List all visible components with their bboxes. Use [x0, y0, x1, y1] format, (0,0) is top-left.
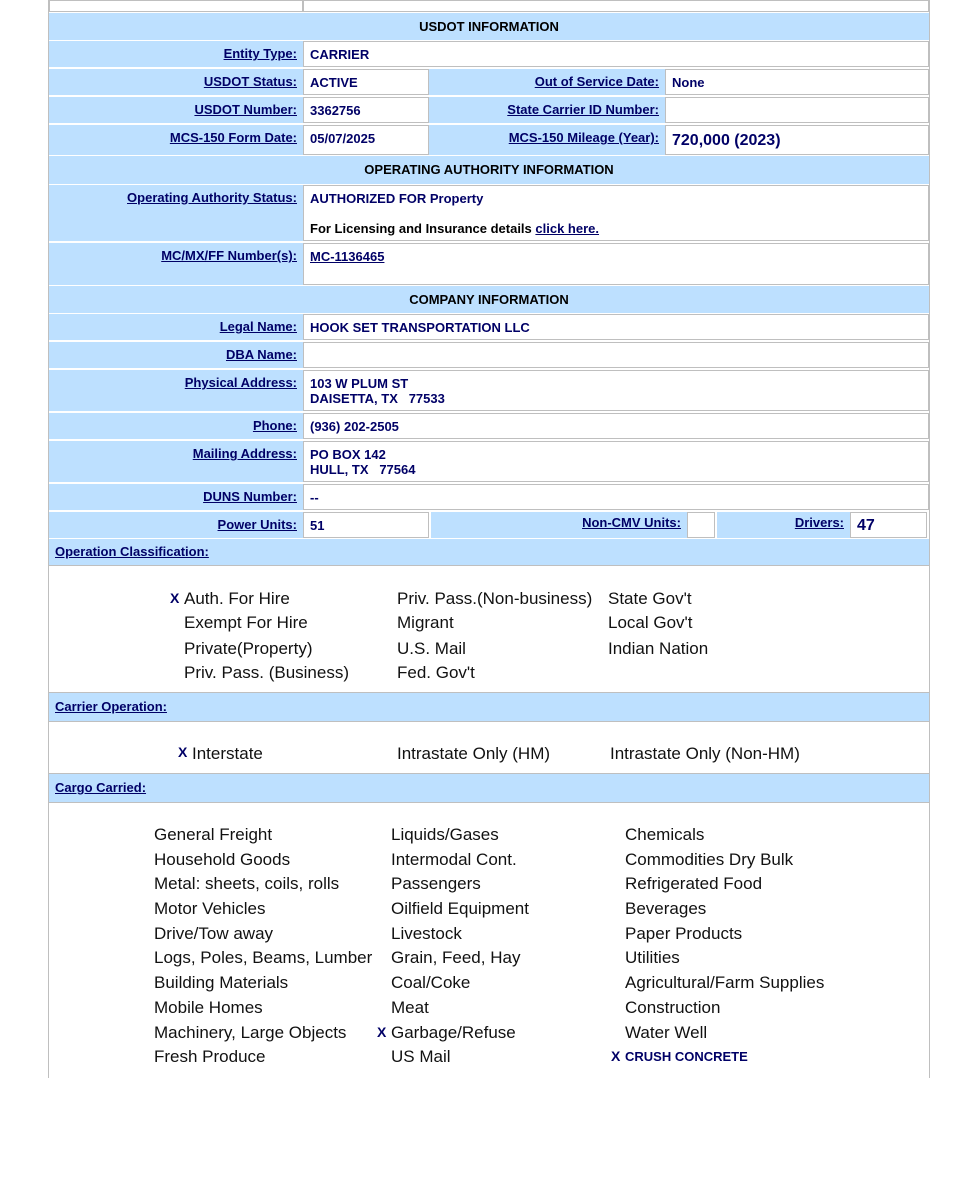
usdot-status-label: [49, 69, 303, 95]
garbage-refuse-mark: X: [377, 1024, 387, 1040]
cargo-passengers: Passengers: [391, 874, 481, 893]
cargo-coal-coke: Coal/Coke: [391, 973, 471, 992]
duns-label: [49, 484, 303, 510]
crush-concrete-mark: X: [611, 1048, 621, 1064]
oos-date-value: None: [665, 69, 929, 95]
power-units-value: 51: [303, 512, 429, 538]
carrier-op-intrastate-nonhm: Intrastate Only (Non-HM): [610, 744, 800, 763]
usdot-status-value: ACTIVE: [303, 69, 429, 95]
phone-row: [49, 412, 929, 440]
cargo-household-goods: Household Goods: [154, 850, 291, 869]
legal-name-link[interactable]: Legal Name:: [219, 319, 297, 334]
mcs150-date-label: [49, 125, 303, 155]
carrier-op-intrastate-hm: Intrastate Only (HM): [397, 744, 551, 763]
carrier-operation-link[interactable]: Carrier Operation:: [55, 699, 167, 714]
mcs150-date-value: 05/07/2025: [303, 125, 429, 155]
mcs150-row: [49, 124, 929, 156]
authority-status-text: AUTHORIZED FOR Property: [310, 191, 484, 206]
cargo-utilities: Utilities: [625, 948, 680, 967]
mcs150-mileage-label: [429, 125, 665, 155]
phone-link[interactable]: Phone:: [252, 418, 297, 433]
physical-address-value: [303, 370, 929, 411]
cargo-fresh-produce: Fresh Produce: [154, 1047, 266, 1066]
drivers-link[interactable]: Drivers:: [794, 515, 844, 530]
op-priv-pass-business: Priv. Pass. (Business): [184, 663, 350, 682]
cargo-machinery: Machinery, Large Objects: [154, 1023, 347, 1042]
mcs150-mileage-link[interactable]: MCS-150 Mileage (Year):: [508, 130, 659, 145]
legal-name-value: HOOK SET TRANSPORTATION LLC: [303, 314, 929, 340]
mc-number-label: [49, 243, 303, 285]
cargo-grain-feed-hay: Grain, Feed, Hay: [391, 948, 521, 967]
dba-name-value: [303, 342, 929, 368]
usdot-number-link[interactable]: USDOT Number:: [194, 102, 297, 117]
op-private-property: Private(Property): [184, 639, 313, 658]
cargo-water-well: Water Well: [625, 1023, 708, 1042]
authority-status-label: [49, 185, 303, 241]
cargo-building-materials: Building Materials: [154, 973, 289, 992]
authority-section-header: OPERATING AUTHORITY INFORMATION: [49, 156, 929, 184]
cargo-metal: Metal: sheets, coils, rolls: [154, 874, 340, 893]
cargo-construction: Construction: [625, 998, 721, 1017]
cargo-carried-box: [49, 802, 929, 1078]
licensing-line: [310, 221, 928, 236]
power-units-label: [49, 512, 303, 538]
state-carrier-id-label: [429, 97, 665, 123]
carrier-operation-header: [49, 693, 929, 721]
usdot-status-link[interactable]: USDOT Status:: [203, 74, 297, 89]
op-migrant: Migrant: [397, 613, 454, 632]
duns-value: --: [303, 484, 929, 510]
usdot-status-row: [49, 68, 929, 96]
licensing-text: For Licensing and Insurance details: [310, 221, 532, 236]
authority-status-row: [49, 184, 929, 242]
physical-address-line2: DAISETTA, TX 77533: [310, 391, 445, 406]
mcs150-mileage-value: 720,000 (2023): [665, 125, 929, 155]
drivers-label: [717, 512, 850, 538]
physical-address-link[interactable]: Physical Address:: [184, 375, 297, 390]
op-fed-govt: Fed. Gov't: [397, 663, 475, 682]
cargo-agricultural-farm: Agricultural/Farm Supplies: [625, 973, 825, 992]
entity-type-row: [49, 40, 929, 68]
entity-type-link[interactable]: Entity Type:: [223, 46, 297, 61]
op-indian-nation: Indian Nation: [608, 639, 709, 658]
cargo-livestock: Livestock: [391, 924, 462, 943]
cargo-chemicals: Chemicals: [625, 825, 705, 844]
licensing-click-here-link[interactable]: click here.: [535, 221, 600, 236]
duns-row: [49, 483, 929, 511]
cargo-beverages: Beverages: [625, 899, 707, 918]
dba-name-label: [49, 342, 303, 368]
previous-value-cell: [303, 1, 929, 12]
entity-type-label: [49, 41, 303, 67]
carrier-operation-box: [49, 721, 929, 774]
cargo-intermodal: Intermodal Cont.: [391, 850, 517, 869]
op-auth-for-hire: Auth. For Hire: [184, 589, 290, 608]
cargo-carried-link[interactable]: Cargo Carried:: [55, 780, 147, 795]
oos-date-link[interactable]: Out of Service Date:: [534, 74, 659, 89]
legal-name-label: [49, 314, 303, 340]
physical-address-row: [49, 369, 929, 412]
cargo-mobile-homes: Mobile Homes: [154, 998, 263, 1017]
non-cmv-units-label: [431, 512, 687, 538]
authority-status-value: [303, 185, 929, 241]
cargo-drive-tow-away: Drive/Tow away: [154, 924, 274, 943]
mailing-address-line1: PO BOX 142: [310, 447, 386, 462]
interstate-mark: X: [178, 744, 188, 760]
state-carrier-id-link[interactable]: State Carrier ID Number:: [507, 102, 659, 117]
cargo-garbage-refuse: Garbage/Refuse: [391, 1023, 516, 1042]
mailing-address-label: [49, 441, 303, 482]
mc-number-link[interactable]: MC-1136465: [310, 249, 385, 264]
phone-label: [49, 413, 303, 439]
state-carrier-id-value: [665, 97, 929, 123]
duns-link[interactable]: DUNS Number:: [203, 489, 297, 504]
op-priv-pass-nonbusiness: Priv. Pass.(Non-business): [397, 589, 593, 608]
cargo-motor-vehicles: Motor Vehicles: [154, 899, 266, 918]
auth-for-hire-mark: X: [170, 590, 180, 606]
mailing-address-link[interactable]: Mailing Address:: [192, 446, 297, 461]
mc-number-row: [49, 242, 929, 286]
cargo-refrigerated-food: Refrigerated Food: [625, 874, 763, 893]
mailing-address-value: [303, 441, 929, 482]
cargo-meat: Meat: [391, 998, 429, 1017]
company-section-header: COMPANY INFORMATION: [49, 286, 929, 313]
op-us-mail: U.S. Mail: [397, 639, 466, 658]
non-cmv-units-link[interactable]: Non-CMV Units:: [582, 515, 681, 530]
previous-row: [49, 1, 929, 13]
mc-number-label-link[interactable]: MC/MX/FF Number(s):: [161, 248, 297, 263]
cargo-logs-lumber: Logs, Poles, Beams, Lumber: [154, 948, 373, 967]
dba-name-link[interactable]: DBA Name:: [225, 347, 297, 362]
usdot-number-row: [49, 96, 929, 124]
operation-classification-header: [49, 539, 929, 565]
physical-address-label: [49, 370, 303, 411]
snapshot-table: [48, 0, 930, 1078]
physical-address-line1: 103 W PLUM ST: [310, 376, 409, 391]
operation-classification-link[interactable]: Operation Classification:: [55, 544, 209, 559]
power-units-link[interactable]: Power Units:: [217, 517, 297, 532]
op-local-govt: Local Gov't: [608, 613, 693, 632]
mailing-address-row: [49, 440, 929, 483]
dba-name-row: [49, 341, 929, 369]
previous-label-cell: [49, 1, 303, 12]
usdot-section-header: USDOT INFORMATION: [49, 13, 929, 40]
usdot-number-label: [49, 97, 303, 123]
drivers-value: 47: [850, 512, 927, 538]
phone-value: (936) 202-2505: [303, 413, 929, 439]
cargo-paper-products: Paper Products: [625, 924, 743, 943]
entity-type-value: CARRIER: [303, 41, 929, 67]
cargo-oilfield-equipment: Oilfield Equipment: [391, 899, 529, 918]
units-row: [49, 511, 929, 539]
cargo-us-mail: US Mail: [391, 1047, 451, 1066]
mcs150-date-link[interactable]: MCS-150 Form Date:: [169, 130, 297, 145]
legal-name-row: [49, 313, 929, 341]
oos-date-label: [429, 69, 665, 95]
carrier-op-interstate: Interstate: [192, 744, 263, 763]
cargo-commodities-dry-bulk: Commodities Dry Bulk: [625, 850, 794, 869]
cargo-general-freight: General Freight: [154, 825, 273, 844]
operation-classification-box: [49, 565, 929, 693]
cargo-crush-concrete: CRUSH CONCRETE: [625, 1049, 748, 1064]
cargo-liquids-gases: Liquids/Gases: [391, 825, 499, 844]
mailing-address-line2: HULL, TX 77564: [310, 462, 416, 477]
op-state-govt: State Gov't: [608, 589, 692, 608]
usdot-number-value: 3362756: [303, 97, 429, 123]
mc-number-value: [303, 243, 929, 285]
op-exempt-for-hire: Exempt For Hire: [184, 613, 308, 632]
non-cmv-units-value: [687, 512, 715, 538]
authority-status-link[interactable]: Operating Authority Status:: [127, 190, 297, 205]
cargo-carried-header: [49, 774, 929, 802]
